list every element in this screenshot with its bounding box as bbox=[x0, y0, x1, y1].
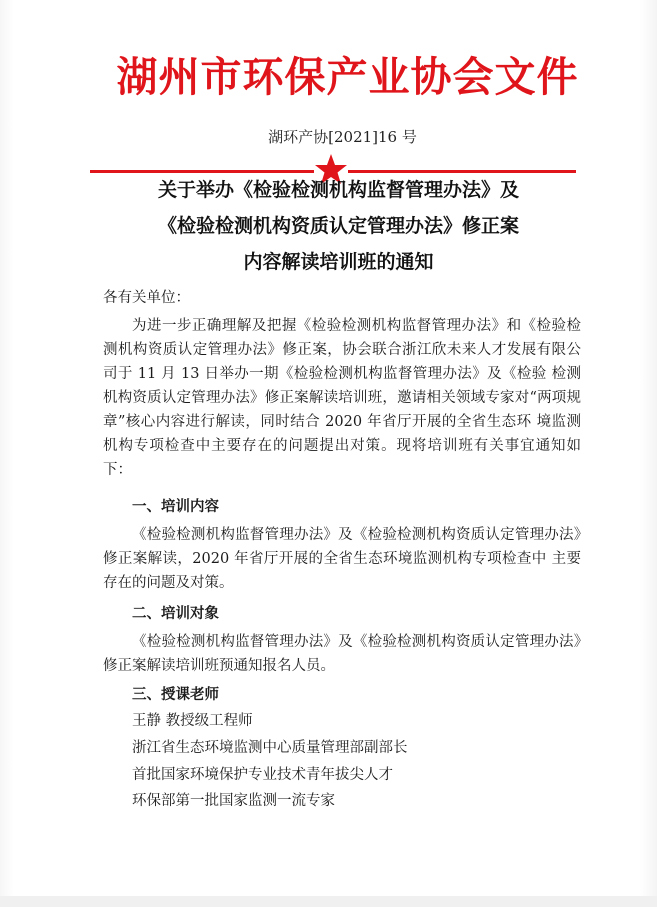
training-content-paragraph: 《检验检测机构监督管理办法》及《检验检测机构资质认定管理办法》修正案解读，2020 年省厅开展的全省生态环境监测机构专项检查中 主要存在的问题及对策。 bbox=[103, 527, 581, 591]
instructor-honor: 首批国家环境保护专业技术青年拔尖人才 bbox=[132, 767, 393, 783]
org-document-header: 湖州市环保产业协会文件 bbox=[116, 53, 579, 101]
section-heading-training-content: 一、培训内容 bbox=[132, 499, 219, 515]
instructor-expert-title: 环保部第一批国家监测一流专家 bbox=[132, 793, 335, 809]
red-divider-right bbox=[348, 170, 576, 173]
document-number: 湖环产协[2021]16 号 bbox=[268, 128, 417, 146]
red-divider-left bbox=[90, 170, 314, 173]
instructor-name-title: 王静 教授级工程师 bbox=[132, 713, 253, 729]
page-bottom-edge bbox=[0, 896, 657, 907]
section-heading-instructor: 三、授课老师 bbox=[132, 687, 219, 703]
notice-title-line-1: 关于举办《检验检测机构监督管理办法》及 bbox=[157, 179, 519, 201]
notice-title-line-2: 《检验检测机构资质认定管理办法》修正案 bbox=[157, 215, 519, 237]
instructor-position: 浙江省生态环境监测中心质量管理部副部长 bbox=[132, 740, 408, 756]
intro-paragraph: 为进一步正确理解及把握《检验检测机构监督管理办法》和《检验检测机构资质认定管理办法》修正案，协会联合浙江欣未来人才发展有限公司于 11 月 13 日举办一期《检验检测机构监督管理办法》及《检验 检测机构资质认定管理办法》修正案解读培训班，邀请相关领域专家对“两项规章”核心内容进行解读，同时结合 2020 年省厅开展的全省生态环 境监测机构专项检查中主要存在的问题提出对策。现将培训班有关事宜通知如下： bbox=[103, 318, 581, 478]
training-target-paragraph: 《检验检测机构监督管理办法》及《检验检测机构资质认定管理办法》修正案解读培训班预通知报名人员。 bbox=[103, 634, 581, 674]
section-heading-training-target: 二、培训对象 bbox=[132, 606, 219, 622]
notice-title-line-3: 内容解读培训班的通知 bbox=[243, 251, 434, 273]
salutation: 各有关单位： bbox=[103, 290, 190, 306]
